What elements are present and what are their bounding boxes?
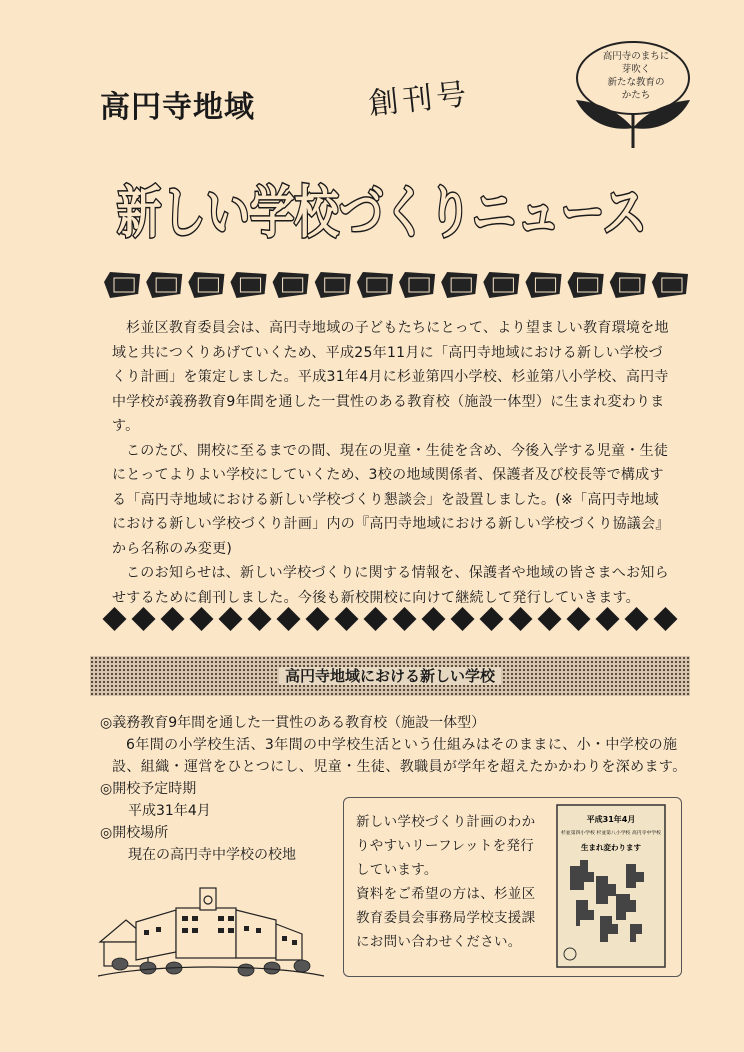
intro-paragraph: このお知らせは、新しい学校づくりに関する情報を、保護者や地域の皆さまへお知らせするために創刊しました。今後も新校開校に向けて継続して発行していきます。 [112,565,669,606]
diamond-ornament [625,607,649,631]
diamond-ornament [132,607,156,631]
diamond-ornament [335,607,359,631]
notice-line: 資料をご希望の方は、杉並区 [356,886,536,902]
main-title-text: 新しい学校づくりニュース [117,181,647,246]
school-building-illustration [96,880,326,980]
bunting-flag [357,272,393,298]
diamond-ornament [364,607,388,631]
logo-line: かたち [621,90,651,101]
notice-line: にお問い合わせください。 [356,934,522,950]
item-heading: ◎義務教育9年間を通した一貫性のある教育校（施設一体型） [100,715,486,731]
item-description: 6年間の小学校生活、3年間の中学校生活という仕組みはそのままに、小・中学校の施設、組織・運営をひとつにし、児童・生徒、教職員が学年を超えたかかわりを深めます。 [112,737,687,775]
bunting-flag [610,272,646,298]
item-heading: ◎開校場所 [100,825,169,841]
notice-line: しています。 [356,862,438,878]
diamond-ornament [306,607,330,631]
logo-line: 高円寺のまちに [602,51,670,62]
diamond-ornament [509,607,533,631]
bunting-flag [483,272,519,298]
logo-line: 芽吹く [621,64,651,75]
diamond-ornament [219,607,243,631]
diamond-ornament [161,607,185,631]
intro-text [112,316,672,610]
notice-line: 新しい学校づくり計画のわか [356,814,536,830]
diamond-divider [100,604,680,634]
issue-label: 創刊号 [366,76,472,123]
bunting-flag [525,272,561,298]
leaflet-headline: 生まれ変わります [581,843,641,852]
diamond-ornament [103,607,127,631]
bunting-flag [230,272,266,298]
bunting-flag [315,272,351,298]
bunting-decoration [100,268,690,302]
notice-line: りやすいリーフレットを発行 [356,838,535,854]
leaflet-image [556,804,666,968]
section-heading: 高円寺地域における新しい学校 [279,667,501,685]
notice-text [356,810,546,954]
diamond-ornament [422,607,446,631]
bunting-flag [399,272,435,298]
diamond-ornament [538,607,562,631]
item-heading: ◎開校予定時期 [100,781,197,797]
main-title [112,158,652,258]
intro-paragraph: 杉並区教育委員会は、高円寺地域の子どもたちにとって、より望ましい教育環境を地域と共につくりあげていくため、平成25年11月に「高円寺地域における新しい学校づくり計画」を策定しました。平成31年4月に杉並第四小学校、杉並第八小学校、高円寺中学校が義務教育9年間を通した一貫性のある教育校（施設一体型）に生まれ変わります。 [112,320,669,434]
logo-line: 新たな教育の [607,77,665,88]
item-description: 平成31年4月 [128,803,211,819]
bunting-flag [441,272,477,298]
diamond-ornament [654,607,678,631]
diamond-ornament [277,607,301,631]
notice-line: 教育委員会事務局学校支援課 [356,910,536,926]
leaflet-schools: 杉並第四小学校 杉並第八小学校 高円寺中学校 [561,831,654,836]
section-heading-band [90,656,690,696]
leaflet-date: 平成31年4月 [586,815,636,824]
bunting-flag [104,272,140,298]
bunting-flag [273,272,309,298]
bunting-flag [568,272,604,298]
logo-text [586,50,686,102]
diamond-ornament [596,607,620,631]
diamond-ornament [567,607,591,631]
diamond-ornament [393,607,417,631]
item-description: 現在の高円寺中学校の校地 [128,847,296,863]
diamond-ornament [451,607,475,631]
diamond-ornament [248,607,272,631]
bunting-flag [146,272,182,298]
leaflet-notice-box [343,797,682,977]
bunting-flag [652,272,688,298]
region-title: 高円寺地域 [100,90,255,125]
diamond-ornament [190,607,214,631]
bunting-flag [188,272,224,298]
intro-paragraph: このたび、開校に至るまでの間、現在の児童・生徒を含め、今後入学する児童・生徒にとってよりよい学校にしていくため、3校の地域関係者、保護者及び校長等で構成する「高円寺地域における新しい学校づくり懇談会」を設置しました。(※「高円寺地域における新しい学校づくり計画」内の『高円寺地域における新しい学校づくり協議会』から名称のみ変更) [112,442,670,557]
diamond-ornament [480,607,504,631]
